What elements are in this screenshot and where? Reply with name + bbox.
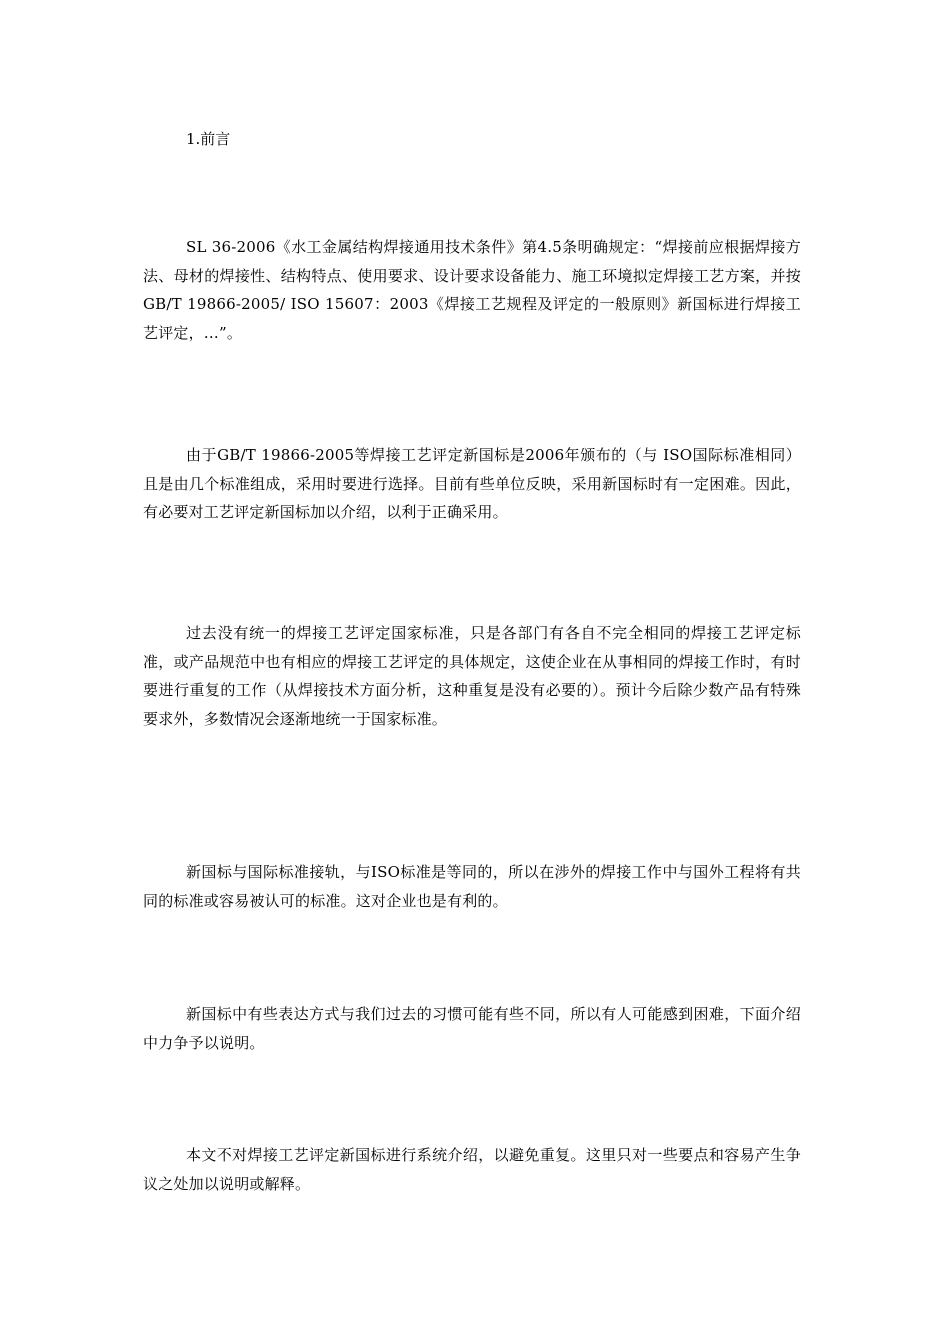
paragraph-new-standard-background: 由于GB/T 19866-2005等焊接工艺评定新国标是2006年颁布的（与 ISO国际标准相同）且是由几个标准组成，采用时要进行选择。目前有些单位反映，采用新国标时有一定困难。因此，有必要对工艺评定新国标加以介绍，以利于正确采用。 (143, 446, 801, 521)
paragraph-past-situation: 过去没有统一的焊接工艺评定国家标准，只是各部门有各自不完全相同的焊接工艺评定标准，或产品规范中也有相应的焊接工艺评定的具体规定，这使企业在从事相同的焊接工作时，有时要进行重复的工作（从焊接技术方面分析，这种重复是没有必要的）。预计今后除少数产品有特殊要求外，多数情况会逐渐地统一于国家标准。 (143, 624, 801, 728)
paragraph-article-scope: 本文不对焊接工艺评定新国标进行系统介绍，以避免重复。这里只对一些要点和容易产生争议之处加以说明或解释。 (143, 1146, 801, 1193)
paragraph-standard-requirement: SL 36-2006《水工金属结构焊接通用技术条件》第4.5条明确规定：“焊接前应根据焊接方法、母材的焊接性、结构特点、使用要求、设计要求设备能力、施工环境拟定焊接工艺方案，并按GB/T 19866-2005/ ISO 15607：2003《焊接工艺规程及评定的一般原则》新国标进行焊接工艺评定，…”。 (143, 238, 801, 342)
section-heading: 1.前言 (186, 130, 231, 148)
paragraph-expression-differences: 新国标中有些表达方式与我们过去的习惯可能有些不同，所以有人可能感到困难，下面介绍中力争予以说明。 (143, 1005, 801, 1052)
paragraph-international-alignment: 新国标与国际标准接轨，与ISO标准是等同的，所以在涉外的焊接工作中与国外工程将有共同的标准或容易被认可的标准。这对企业也是有利的。 (143, 863, 801, 910)
